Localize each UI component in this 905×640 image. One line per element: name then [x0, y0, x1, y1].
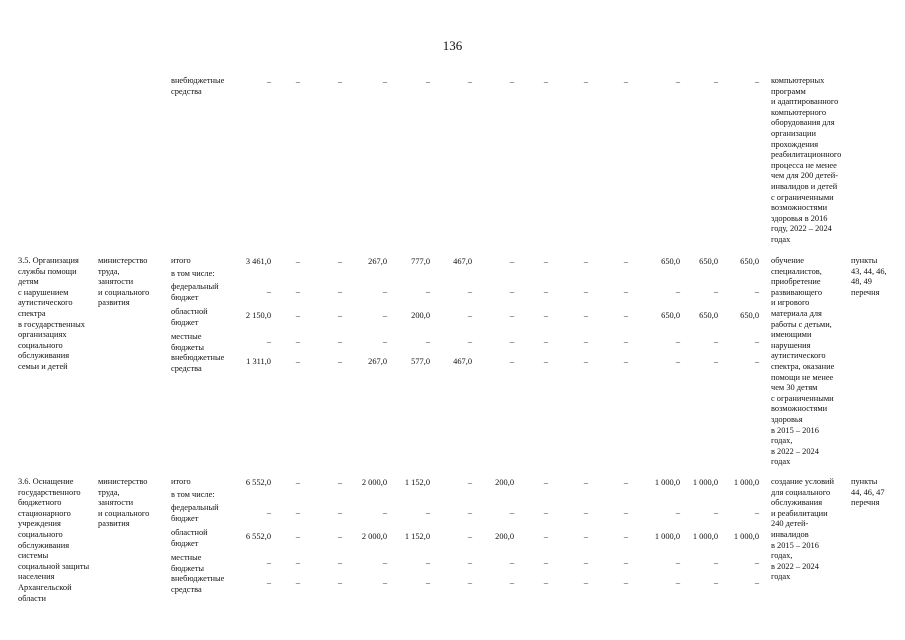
value-cell: –: [754, 508, 759, 517]
value-cell: 200,0: [495, 532, 514, 541]
value-cell: –: [754, 337, 759, 346]
value-cell: 1 000,0: [733, 532, 759, 541]
value-cell: 200,0: [495, 478, 514, 487]
value-cell: –: [623, 287, 628, 296]
value-cell: –: [754, 357, 759, 366]
value-cell: 650,0: [661, 257, 680, 266]
value-cell: –: [623, 532, 628, 541]
value-cell: –: [623, 311, 628, 320]
value-cell: –: [623, 478, 628, 487]
value-cell: 650,0: [740, 257, 759, 266]
value-cell: –: [467, 287, 472, 296]
value-cell: –: [543, 311, 548, 320]
value-cell: –: [295, 77, 300, 86]
value-cell: –: [583, 508, 588, 517]
value-cell: 1 000,0: [654, 532, 680, 541]
value-cell: –: [337, 77, 342, 86]
page-number: 136: [442, 38, 463, 53]
value-cell: 2 150,0: [245, 311, 271, 320]
value-cell: –: [425, 578, 430, 587]
measure-name: 3.5. Организация службы помощи детям с нарушением аутистического спектра в государственных организациях социального обслуживания семьи и детей: [18, 256, 85, 371]
expected-result: обучение специалистов, приобретение развивающего и игрового материала для работы с детьми, имеющими нарушения аутистического спектра, оказание помощи не менее чем 30 детям с ограниченными возможностями здоровья в 2015 – 2016 годах, в 2022 – 2024 годах: [771, 256, 835, 467]
value-cell: –: [509, 77, 514, 86]
source-label: внебюджетные средства: [171, 574, 225, 594]
value-cell: –: [543, 532, 548, 541]
value-cell: –: [623, 257, 628, 266]
value-cell: –: [623, 357, 628, 366]
value-cell: –: [543, 578, 548, 587]
value-cell: –: [713, 578, 718, 587]
value-cell: –: [382, 337, 387, 346]
value-cell: –: [425, 287, 430, 296]
value-cell: –: [713, 357, 718, 366]
value-cell: –: [467, 337, 472, 346]
value-cell: –: [467, 311, 472, 320]
value-cell: –: [295, 357, 300, 366]
value-cell: 267,0: [368, 257, 387, 266]
value-cell: –: [509, 337, 514, 346]
value-cell: 2 000,0: [361, 478, 387, 487]
source-label: итого: [171, 256, 191, 265]
value-cell: –: [425, 508, 430, 517]
value-cell: –: [295, 558, 300, 567]
value-cell: 650,0: [699, 311, 718, 320]
value-cell: –: [295, 287, 300, 296]
value-cell: 1 152,0: [404, 532, 430, 541]
value-cell: –: [509, 311, 514, 320]
value-cell: 777,0: [411, 257, 430, 266]
value-cell: –: [583, 287, 588, 296]
value-cell: 1 000,0: [692, 532, 718, 541]
value-cell: –: [467, 558, 472, 567]
value-cell: –: [295, 257, 300, 266]
value-cell: 2 000,0: [361, 532, 387, 541]
value-cell: –: [675, 357, 680, 366]
value-cell: –: [337, 337, 342, 346]
value-cell: –: [713, 337, 718, 346]
measure-name: 3.6. Оснащение государственного бюджетного стационарного учреждения социального обслуживания системы социальной защиты населения Архангельской области: [18, 477, 90, 603]
value-cell: –: [543, 478, 548, 487]
source-label: местные бюджеты: [171, 332, 205, 352]
value-cell: –: [675, 287, 680, 296]
value-cell: –: [382, 77, 387, 86]
value-cell: 1 000,0: [692, 478, 718, 487]
value-cell: –: [713, 77, 718, 86]
value-cell: –: [754, 77, 759, 86]
value-cell: –: [543, 508, 548, 517]
value-cell: –: [583, 337, 588, 346]
value-cell: 577,0: [411, 357, 430, 366]
value-cell: –: [623, 508, 628, 517]
expected-result: создание условий для социального обслуживания и реабилитации 240 детей- инвалидов в 2015 – 2016 годах, в 2022 – 2024 годах: [771, 477, 835, 582]
value-cell: –: [382, 578, 387, 587]
source-label: местные бюджеты: [171, 553, 205, 573]
executor: министерство труда, занятости и социального развития: [98, 477, 150, 529]
value-cell: –: [295, 337, 300, 346]
value-cell: –: [623, 337, 628, 346]
value-cell: –: [337, 357, 342, 366]
value-cell: –: [266, 508, 271, 517]
value-cell: –: [713, 508, 718, 517]
value-cell: 6 552,0: [245, 532, 271, 541]
value-cell: –: [266, 77, 271, 86]
value-cell: –: [509, 357, 514, 366]
value-cell: –: [425, 558, 430, 567]
value-cell: –: [295, 508, 300, 517]
source-label: итого: [171, 477, 191, 486]
value-cell: –: [266, 578, 271, 587]
value-cell: 6 552,0: [245, 478, 271, 487]
value-cell: –: [382, 508, 387, 517]
value-cell: –: [509, 558, 514, 567]
value-cell: –: [266, 287, 271, 296]
value-cell: –: [467, 578, 472, 587]
value-cell: –: [337, 287, 342, 296]
value-cell: –: [583, 532, 588, 541]
value-cell: –: [337, 508, 342, 517]
value-cell: –: [675, 508, 680, 517]
value-cell: –: [509, 578, 514, 587]
value-cell: –: [675, 558, 680, 567]
source-label: федеральный бюджет: [171, 503, 219, 523]
value-cell: –: [583, 311, 588, 320]
value-cell: –: [337, 257, 342, 266]
value-cell: –: [425, 77, 430, 86]
value-cell: –: [509, 287, 514, 296]
value-cell: –: [467, 77, 472, 86]
value-cell: –: [266, 558, 271, 567]
value-cell: 650,0: [661, 311, 680, 320]
value-cell: 650,0: [699, 257, 718, 266]
value-cell: –: [543, 77, 548, 86]
value-cell: –: [754, 578, 759, 587]
expected-result: компьютерных программ и адаптированного компьютерного оборудования для организации прохождения реабилитационного процесса не менее чем для 200 детей- инвалидов и детей с ограниченными возможностями здоровья в 2016 году, 2022 – 2024 годах: [771, 76, 842, 244]
value-cell: –: [675, 77, 680, 86]
value-cell: 3 461,0: [245, 257, 271, 266]
value-cell: –: [675, 337, 680, 346]
value-cell: 267,0: [368, 357, 387, 366]
value-cell: –: [583, 578, 588, 587]
value-cell: –: [583, 478, 588, 487]
list-reference: пункты 43, 44, 46, 48, 49 перечня: [851, 256, 887, 297]
value-cell: –: [583, 357, 588, 366]
value-cell: 1 000,0: [654, 478, 680, 487]
value-cell: 1 152,0: [404, 478, 430, 487]
value-cell: 1 000,0: [733, 478, 759, 487]
value-cell: –: [713, 287, 718, 296]
value-cell: –: [543, 337, 548, 346]
value-cell: –: [266, 337, 271, 346]
value-cell: –: [295, 478, 300, 487]
value-cell: –: [337, 558, 342, 567]
value-cell: –: [623, 578, 628, 587]
value-cell: –: [543, 287, 548, 296]
value-cell: 467,0: [453, 257, 472, 266]
value-cell: –: [382, 311, 387, 320]
value-cell: –: [583, 77, 588, 86]
value-cell: –: [467, 478, 472, 487]
value-cell: 650,0: [740, 311, 759, 320]
value-cell: –: [754, 287, 759, 296]
value-cell: 1 311,0: [246, 357, 271, 366]
value-cell: –: [467, 532, 472, 541]
value-cell: –: [713, 558, 718, 567]
source-label: областной бюджет: [171, 307, 208, 327]
value-cell: –: [583, 257, 588, 266]
value-cell: –: [337, 311, 342, 320]
value-cell: –: [543, 357, 548, 366]
value-cell: –: [675, 578, 680, 587]
value-cell: –: [337, 532, 342, 541]
source-label: областной бюджет: [171, 528, 208, 548]
value-cell: –: [295, 311, 300, 320]
value-cell: –: [425, 337, 430, 346]
value-cell: –: [295, 578, 300, 587]
value-cell: –: [623, 77, 628, 86]
value-cell: –: [467, 508, 472, 517]
executor: министерство труда, занятости и социального развития: [98, 256, 150, 308]
value-cell: –: [543, 257, 548, 266]
value-cell: –: [382, 558, 387, 567]
list-reference: пункты 44, 46, 47 перечня: [851, 477, 885, 508]
source-label: внебюджетные средства: [171, 353, 225, 373]
value-cell: 467,0: [453, 357, 472, 366]
value-cell: –: [754, 558, 759, 567]
value-cell: –: [337, 478, 342, 487]
value-cell: –: [509, 257, 514, 266]
value-cell: –: [583, 558, 588, 567]
value-cell: –: [295, 532, 300, 541]
value-cell: –: [382, 287, 387, 296]
value-cell: –: [543, 558, 548, 567]
source-label: в том числе:: [171, 490, 215, 499]
value-cell: 200,0: [411, 311, 430, 320]
source-label: внебюджетные средства: [171, 76, 225, 96]
value-cell: –: [623, 558, 628, 567]
value-cell: –: [509, 508, 514, 517]
source-label: в том числе:: [171, 269, 215, 278]
source-label: федеральный бюджет: [171, 282, 219, 302]
value-cell: –: [337, 578, 342, 587]
